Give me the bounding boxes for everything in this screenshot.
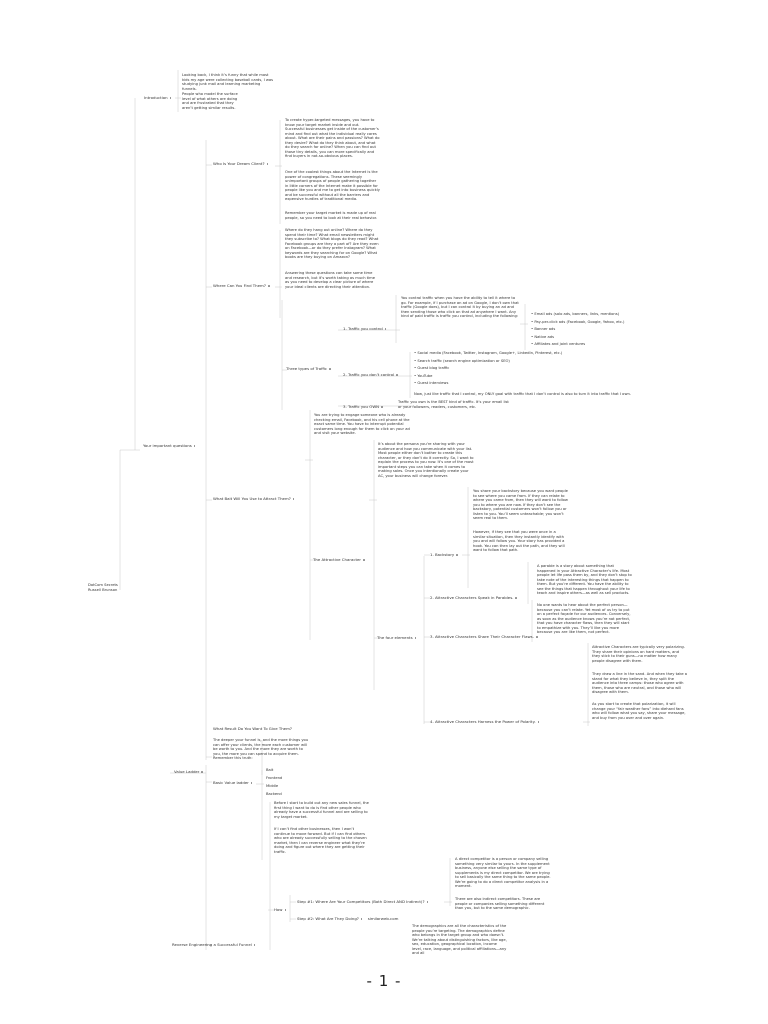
list-item: • Native ads [531,334,554,339]
collapse-dot-icon [254,944,256,946]
collapse-dot-icon [194,445,196,447]
node-important-questions[interactable] [143,444,195,449]
collapse-dot-icon [536,636,538,638]
node-introduction[interactable] [144,96,171,101]
node-parables[interactable] [430,596,517,601]
ladder-step-frontend: Frontend [266,776,283,780]
intro-paragraph-2: People who model the surface level of what others are doing and are frustrated that they aren’t getting similar results. [182,92,238,110]
how-label: How [274,907,283,912]
node-reverse-engineering[interactable] [172,943,255,948]
node-dream-client[interactable] [213,162,268,167]
list-item: • Search traffic (search engine optimization or SEO) [414,358,510,363]
collapse-dot-icon [456,554,458,556]
dream-client-paragraph-1: To create hyper-targeted messages, you have to know your target market inside and out. Successful businesses get inside of the customer’s mind and find out what the individual really cares about. What are their pains and passions? What do they desire? What do they think about, and what do they search for online? When you can find out those tiny details, you can more specifically and find buyers in not-so-obvious places. [285,118,380,158]
node-how[interactable] [274,908,286,913]
traffic-dont-label: 2. Traffic you don’t control [343,372,395,377]
traffic-own-label: 3. Traffic you OWN [343,404,380,409]
intro-paragraph-1: Looking back, I think it’s funny that while most kids my age were collecting baseball cards, I was studying junk mail and learning marketing funnels. [182,73,274,91]
dream-client-paragraph-3: Remember your target market is made up of real people, so you need to look at their real behavior. [285,211,378,220]
where-find-label: Where Can You Find Them? [213,283,266,288]
collapse-dot-icon [385,328,387,330]
node-where-find[interactable] [213,284,270,289]
polarity-label: 4. Attractive Characters Harness the Power of Polarity. [430,719,536,724]
ladder-step-middle: Middle [266,784,279,788]
value-ladder-paragraph-2: If I can’t find other businesses, then I won’t continue to move forward. But if I can find others who are already successfully selling to the chosen market, then I can reverse engineer what they’re doing and figure out where they are getting their traffic. [274,827,367,854]
collapse-dot-icon [268,285,270,287]
list-item: • Banner ads [531,327,556,331]
root-node[interactable] [88,583,128,592]
collapse-dot-icon [201,771,203,773]
node-three-traffic-types[interactable] [286,367,331,372]
node-bait[interactable] [213,497,294,502]
node-polarity[interactable] [430,720,539,725]
where-find-paragraph-2: Answering these questions can take some time and research, but it’s worth taking as much time as you need to develop a clear picture of where your ideal clients are directing their attention. [285,271,376,289]
four-elements-label: The four elements [377,635,413,640]
character-flaws-label: 3. Attractive Characters Share Their Character Flaws. [430,634,534,639]
collapse-dot-icon [515,597,517,599]
node-result[interactable] [213,727,292,732]
collapse-dot-icon [415,637,417,639]
polarity-paragraph-3: As you start to create that polarization, it will change your “fair weather fans” into diehard fans who will follow what you say, share your message, and buy from you over and over again. [592,702,686,720]
value-ladder-desc: The deeper your funnel is, and the more things you can offer your clients, the more each customer will be worth to you. And the more they are worth to you, the more you can spend to acquire them. Remember this truth: [213,738,309,760]
step-1-paragraph-2: There are also indirect competitors. These are people or companies selling something different than you, but to the same demographic. [455,897,545,910]
collapse-dot-icon [293,498,295,500]
node-four-elements[interactable] [377,636,416,641]
dream-client-label: Who Is Your Dream Client? [213,161,265,166]
step-2-tool: similarweb.com [367,916,399,921]
list-item: • Social media (Facebook, Twitter, Instagram, Google+, LinkedIn, Pinterest, etc.) [414,351,563,355]
step-1-label: Step #1: Where Are Your Competitors (Both Direct AND Indirect)? [297,899,425,904]
collapse-dot-icon [363,559,365,561]
collapse-dot-icon [538,721,540,723]
demographics-desc: The demographics are all the characteristics of the people you’re targeting. The demographics define who belongs in the target group and who doesn’t. We’re talking about distinguishing factors, like age, sex, education, geographical location, income level, race, language, and political affiliations—any and all [412,924,507,955]
bait-label: What Bait Will You Use to Attract Them? [213,496,291,501]
parables-label: 2. Attractive Characters Speak in Parables. [430,595,514,600]
node-character-flaws[interactable] [430,635,538,640]
basic-value-ladder-label: Basic Value ladder [213,780,249,785]
list-item: • Email ads (solo ads, banners, links, mentions) [531,312,620,316]
collapse-dot-icon [381,406,383,408]
node-traffic-control[interactable] [343,327,386,332]
traffic-control-label: 1. Traffic you control [343,326,383,331]
attractive-character-desc: It’s about the persona you’re sharing with your audience and how you communicate with your list. Most people either don’t bother to create this character, or they don’t do it correctly. So, I want to explain the process to you now. It’s one of the most important steps you can take when it comes to making sales. Once you intentionally create your AC, your business will change forever. [378,442,474,478]
list-item: • Guest interviews [414,381,449,385]
collapse-dot-icon [251,782,253,784]
list-item: • Guest blog traffic [414,366,450,370]
list-item: • Pay-per-click ads (Facebook, Google, Yahoo, etc.) [531,319,625,324]
polarity-paragraph-2: They draw a line in the sand. And when they take a stand for what they believe in, they split the audience into three camps: those who agree with them, those who are neutral, and those who will disagree with them. [592,672,688,694]
ladder-step-bait: Bait [266,768,274,772]
node-basic-value-ladder[interactable] [213,781,252,786]
traffic-dont-note: Now, just like traffic that I control, my ONLY goal with traffic that I don’t control is also to turn it into traffic that I own. [414,392,631,396]
polarity-paragraph-1: Attractive Characters are typically very polarizing. They share their opinions on hard matters, and they stick to their guns—no matter how many people disagree with them. [592,645,685,663]
backstory-paragraph-2: However, if they see that you were once in a similar situation, then they instantly identify with you and will follow you. Your story has provided a hook. You can then lay out the path, and they will want to follow that path. [473,530,565,552]
node-backstory[interactable] [430,553,458,558]
node-step-2[interactable] [297,917,398,922]
parables-desc: A parable is a story about something that happened in your Attractive Character’s life. Most people let life pass them by, and they don’t stop to take note of the interesting things that happen to them. But you’re different. You have the ability to see the things that happen throughout your life to teach and inspire others—as well as sell products. [537,564,632,595]
collapse-dot-icon [267,163,269,165]
introduction-label: Introduction [144,95,168,100]
where-find-paragraph-1: Where do they hang out online? Where do they spend their time? What email newsletters might they subscribe to? What blogs do they read? What Facebook groups are they a part of? Are they even on Facebook—or do they prefer Instagram? What keywords are they searching for on Google? What books are they buying on Amazon? [285,228,379,259]
node-value-ladder[interactable] [174,770,203,775]
result-label: What Result Do You Want To Give Them? [213,726,292,731]
reverse-engineering-label: Reverse Engineering a Successful Funnel [172,942,252,947]
node-traffic-own[interactable] [343,405,383,410]
attractive-character-label: The Attractive Character [313,557,361,562]
character-flaws-desc: No one wants to hear about the perfect person—because you can’t relate. Yet most of us try to put on a perfect façade for our audiences. Conversely, as soon as the audience knows you’re not perfect, that you have character flaws, then they will start to empathize with you. They’ll like you more because you are like them, not perfect. [537,603,631,634]
traffic-dont-list [414,351,562,386]
collapse-dot-icon [329,368,331,370]
page-number: - 1 - [366,972,402,990]
root-label: DotCom Secrets Russell Brunson [88,583,118,592]
collapse-dot-icon [170,97,172,99]
value-ladder-label: Value Ladder [174,769,200,774]
node-step-1[interactable] [297,900,428,905]
dream-client-paragraph-2: One of the coolest things about the Internet is the power of congregations. These seemingly unimportant groups of people gathering together in little corners of the Internet make it possible for people like you and me to get into business quickly and be successful without all the barriers and expensive hurdles of traditional media. [285,170,380,201]
list-item: • Affiliates and joint ventures [531,342,586,346]
backstory-label: 1. Backstory [430,552,455,557]
questions-label: Your important questions [143,443,192,448]
collapse-dot-icon [285,909,287,911]
value-ladder-paragraph-1: Before I start to build out any new sales funnel, the first thing I want to do is find other people who already have a successful funnel and are selling to my target market. [274,801,369,819]
traffic-own-desc: Traffic you own is the BEST kind of traffic. It’s your email list or your followers, readers, customers, etc. [398,400,509,409]
backstory-paragraph-1: You share your backstory because you want people to see where you came from. If they can relate to where you came from, then they will want to follow you to where you are now. If they don’t see the backstory, potential customers won’t follow you or listen to you. You’ll seem unteachable; you won’t seem real to them. [473,489,568,520]
node-traffic-dont-control[interactable] [343,373,398,378]
list-item: • YouTube [414,373,433,378]
traffic-control-desc: You control traffic when you have the ability to tell it where to go. For example, if I purchase an ad on Google, I don’t own that traffic (Google does), but I can control it by buying an ad and then sending those who click on that ad anywhere I want. Any kind of paid traffic is traffic you control, including the following: [401,296,519,318]
traffic-types-label: Three types of Traffic [286,366,328,371]
collapse-dot-icon [427,901,429,903]
collapse-dot-icon [361,918,363,920]
step-2-label: Step #2: What Are They Doing? [297,916,359,921]
node-attractive-character[interactable] [313,558,365,563]
traffic-control-list [531,312,624,347]
bait-desc: You are trying to engage someone who is already checking email, Facebook, and his cell phone at the exact same time. You have to interrupt potential customers long enough for them to click on your ad and visit your website. [314,413,410,435]
step-1-paragraph-1: A direct competitor is a person or company selling something very similar to yours. In the supplement business, anyone else selling the same type of supplements is my direct competitor. We are trying to sell basically the same thing to the same people. We’re going to do a direct competitor analysis in a moment. [455,857,551,888]
collapse-dot-icon [396,374,398,376]
ladder-step-backend: Backend [266,792,282,796]
